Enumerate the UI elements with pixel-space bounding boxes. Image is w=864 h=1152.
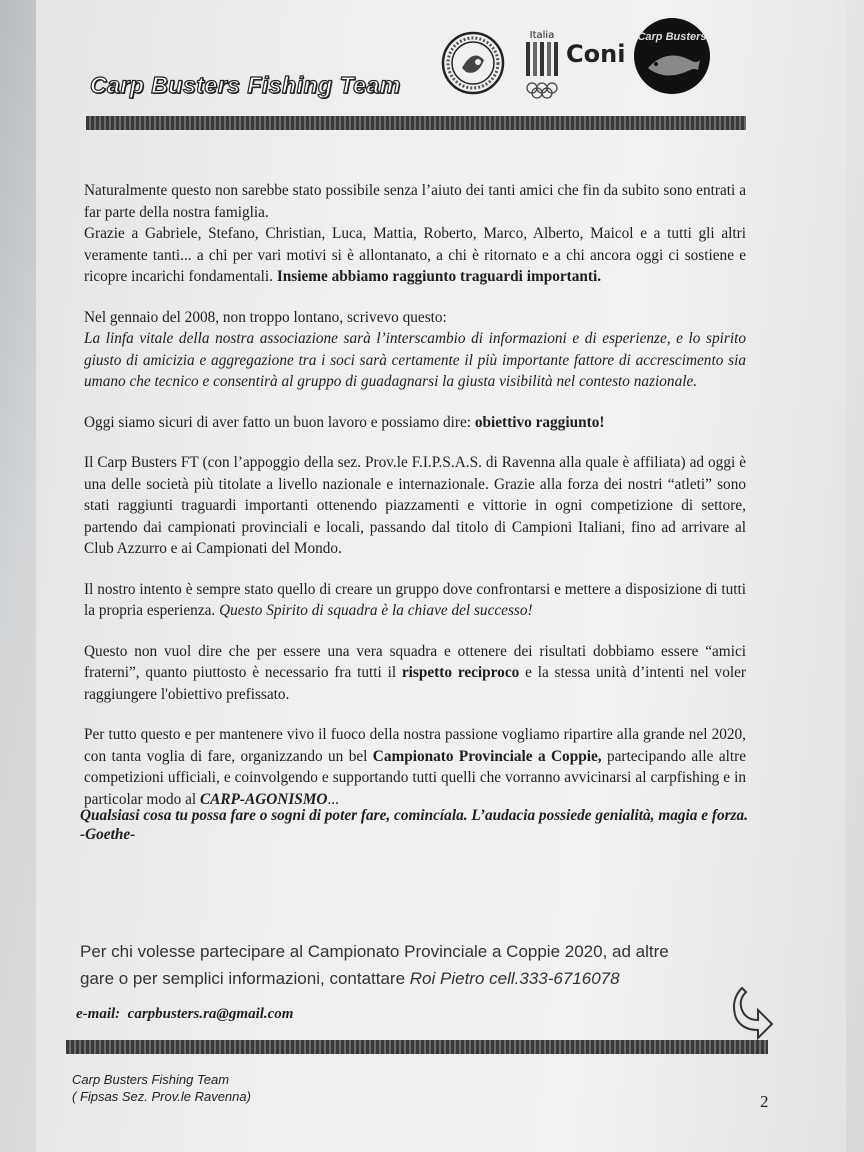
team-title: Carp Busters Fishing Team <box>90 72 401 98</box>
contact-line: Per chi volesse partecipare al Campionato Provinciale a Coppie 2020, ad altre <box>80 942 669 961</box>
quote-text: Qualsiasi cosa tu possa fare o sogni di poter fare, comincíala. L’audacia possiede genialità, magia e forza. <box>80 807 748 824</box>
paragraph: Il Carp Busters FT (con l’appoggio della sez. Prov.le F.I.P.S.A.S. di Ravenna alla quale è affiliata) ad oggi è una delle società più titolate a livello nazionale e internazionale. Grazie alla forza dei nostri “atleti” sono stati raggiunti traguardi importanti ottenendo piazzamenti e vittorie in ogni competizione di settore, partendo dai campionati provinciali e locali, passando dal titolo di Campioni Italiani, fino ad arrivare al Club Azzurro e ai Campionati del Mondo. <box>84 454 746 557</box>
email-address[interactable]: carpbusters.ra@gmail.com <box>127 1006 294 1022</box>
coni-label: Coni <box>566 40 626 68</box>
fipsas-seal-icon <box>440 24 506 102</box>
badge-text: Carp Busters <box>637 31 707 43</box>
italia-label: Italia <box>529 30 555 41</box>
paragraph: Questo non vuol dire che per essere una vera squadra e ottenere dei risultati dobbiamo essere “amici fraterni”, quanto piuttosto è necessario fra tutti il rispetto reciproco e la stessa unità d’intenti nel voler raggiungere l'obiettivo prefissato. <box>84 642 746 703</box>
carp-busters-badge-icon <box>632 16 712 96</box>
contact-line: gare o per semplici informazioni, contattare Roi Pietro cell.333-6716078 <box>80 969 620 988</box>
coni-logo <box>564 36 626 70</box>
paragraph: Nel gennaio del 2008, non troppo lontano, scrivevo questo: La linfa vitale della nostra associazione sarà l’interscambio di informazioni e di esperienze, e lo spirito giusto di amicizia e aggregazione tra i soci sarà certamente il più importante fattore di accrescimento sia umano che tecnico e consentirà al gruppo di guadagnarsi la giusta visibilità nel contesto nazionale. <box>84 308 746 390</box>
letter-body <box>84 180 746 829</box>
footer-team-name: Carp Busters Fishing Team <box>72 1072 230 1087</box>
header-divider <box>86 116 746 130</box>
footer-divider <box>66 1040 768 1054</box>
paragraph: Per tutto questo e per mantenere vivo il fuoco della nostra passione vogliamo ripartire alla grande nel 2020, con tanta voglia di fare, organizzando un bel Campionato Provinciale a Coppie, partecipando alle altre competizioni ufficiali, e coinvolgendo e supportando tutti quelli che vorranno avvicinarsi al carpfishing e in particolar modo al CARP-AGONISMO... <box>84 726 747 808</box>
footer-subtitle: ( Fipsas Sez. Prov.le Ravenna) <box>72 1089 251 1104</box>
contact-phone: Roi Pietro cell.333-6716078 <box>409 969 620 988</box>
curved-arrow-icon <box>728 982 776 1042</box>
italia-olympic-logo <box>520 26 564 100</box>
email-line: e-mail: carpbusters.ra@gmail.com <box>76 1006 294 1022</box>
contact-info <box>80 938 760 992</box>
paragraph: Il nostro intento è sempre stato quello di creare un gruppo dove confrontarsi e mettere a disposizione di tutti la propria esperienza. Questo Spirito di squadra è la chiave del successo! <box>84 580 746 619</box>
goethe-quote <box>80 806 760 844</box>
paragraph: Naturalmente questo non sarebbe stato possibile senza l’aiuto dei tanti amici che fin da subito sono entrati a far parte della nostra famiglia. Grazie a Gabriele, Stefano, Christian, Luca, Mattia, Roberto, Marco, Alberto, Maicol e a tutti gli altri veramente tanti... a chi per vari motivi si è allontanato, a chi è ritornato e a chi ancora oggi ci sostiene e ricopre incarichi fondamentali. Insieme abbiamo raggiunto traguardi importanti. <box>84 182 746 285</box>
page-number: 2 <box>760 1092 769 1111</box>
quote-author: -Goethe- <box>80 826 136 843</box>
paragraph: Oggi siamo sicuri di aver fatto un buon lavoro e possiamo dire: obiettivo raggiunto! <box>84 413 605 431</box>
